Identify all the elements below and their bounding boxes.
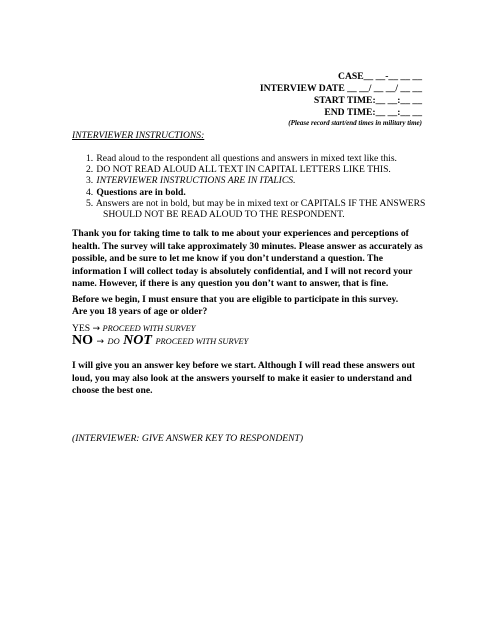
instruction-item <box>86 175 426 186</box>
no-option <box>72 333 248 349</box>
instructions-list <box>86 153 426 220</box>
arrow-right-icon: → <box>92 324 101 334</box>
answer-key-paragraph: I will give you an answer key before we start. Although I will read these answers out loud, you may also look at the answers yourself to make it easier to understand and choose the best one. <box>72 360 415 397</box>
case-field: CASE__ __-__ __ __ <box>338 71 422 82</box>
eligibility-question: Are you 18 years of age or older? <box>72 306 208 317</box>
instruction-item <box>86 187 426 198</box>
instruction-text: DO NOT READ ALOUD ALL TEXT IN CAPITAL LETTERS LIKE THIS. <box>96 164 391 176</box>
no-do: DO <box>107 337 120 346</box>
no-label: NO <box>72 333 93 348</box>
instruction-text: INTERVIEWER INSTRUCTIONS ARE IN ITALICS. <box>96 175 296 187</box>
instruction-number: 4. <box>86 186 94 198</box>
no-instruction: PROCEED WITH SURVEY <box>155 337 249 346</box>
military-time-note: (Please record start/end times in military time) <box>288 119 422 127</box>
final-instruction: (INTERVIEWER: GIVE ANSWER KEY TO RESPONDENT) <box>72 433 304 444</box>
instruction-continuation: SHOULD NOT BE READ ALOUD TO THE RESPONDENT. <box>103 209 345 221</box>
start-time-field: START TIME:__ __:__ __ <box>313 95 422 106</box>
yes-label: YES <box>72 323 91 334</box>
instructions-title: INTERVIEWER INSTRUCTIONS: <box>72 130 205 141</box>
instruction-number: 3. <box>86 175 94 187</box>
instruction-item <box>86 153 426 164</box>
instruction-number: 2. <box>86 164 94 176</box>
instruction-text: Questions are in bold. <box>96 186 186 198</box>
instruction-number: 5. <box>86 197 94 209</box>
arrow-right-icon: → <box>96 337 105 347</box>
instruction-text: Answers are not in bold, but may be in mixed text or CAPITALS IF THE ANSWERS <box>95 197 426 209</box>
eligibility-statement: Before we begin, I must ensure that you are eligible to participate in this survey. <box>72 294 399 305</box>
instruction-item <box>86 164 426 175</box>
instruction-number: 1. <box>86 153 94 164</box>
intro-paragraph: Thank you for taking time to talk to me about your experiences and perceptions of health. The survey will take approximately 30 minutes. Please answer as accurately as possible, and be sure to let me know if you don’t understand a question. The information I will collect today is absolutely confidential, and I will not record your name. However, if there is any question you don’t want to answer, that is fine. <box>72 228 423 290</box>
no-not: NOT <box>123 333 152 348</box>
end-time-field: END TIME:__ __:__ __ <box>324 107 422 118</box>
interview-date-field: INTERVIEW DATE __ __/ __ __/ __ __ <box>259 83 422 94</box>
yes-instruction: PROCEED WITH SURVEY <box>102 324 196 333</box>
instruction-item <box>86 198 426 220</box>
instruction-text: Read aloud to the respondent all questions and answers in mixed text like this. <box>96 153 397 164</box>
